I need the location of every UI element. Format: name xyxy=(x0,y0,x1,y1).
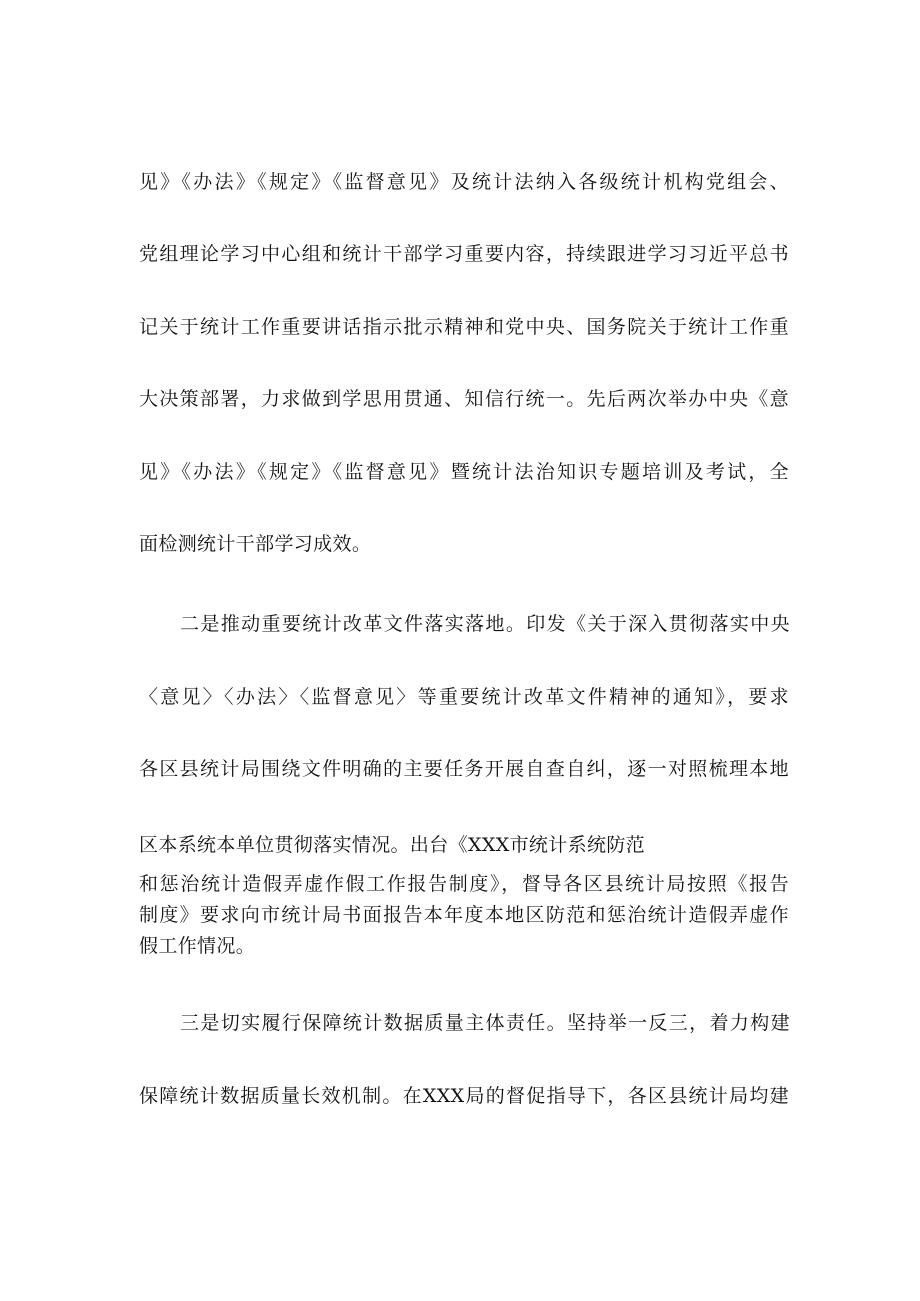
text-line-5: 见》《办法》《规定》《监督意见》暨统计法治知识专题培训及考试，全 xyxy=(139,461,789,483)
text-line-12: 制度》要求向市统计局书面报告本年度本地区防范和惩治统计造假弄虚作 xyxy=(139,904,789,926)
text-line-2: 党组理论学习中心组和统计干部学习重要内容，持续跟进学习习近平总书 xyxy=(139,243,789,265)
text-line-10: 区本系统本单位贯彻落实情况。出台《XXX市统计系统防范 xyxy=(139,834,646,856)
text-line-4: 大决策部署，力求做到学思用贯通、知信行统一。先后两次举办中央《意 xyxy=(139,388,789,410)
text-line-1: 见》《办法》《规定》《监督意见》及统计法纳入各级统计机构党组会、 xyxy=(139,171,789,193)
text-line-8: 〈意见〉〈办法〉〈监督意见〉等重要统计改革文件精神的通知》，要求 xyxy=(139,686,789,708)
paragraph-2-first-line: 二是推动重要统计改革文件落实落地。印发《关于深入贯彻落实中央 xyxy=(180,613,790,635)
text-line-15: 保障统计数据质量长效机制。在XXX局的督促指导下，各区县统计局均建 xyxy=(139,1085,789,1107)
text-line-13: 假工作情况。 xyxy=(139,935,256,957)
text-line-3: 记关于统计工作重要讲话指示批示精神和党中央、国务院关于统计工作重 xyxy=(139,316,789,338)
text-line-9: 各区县统计局围绕文件明确的主要任务开展自查自纠，逐一对照梳理本地 xyxy=(139,758,789,780)
paragraph-3-first-line: 三是切实履行保障统计数据质量主体责任。坚持举一反三，着力构建 xyxy=(180,1012,790,1034)
text-line-11: 和惩治统计造假弄虚作假工作报告制度》，督导各区县统计局按照《报告 xyxy=(139,873,789,895)
text-line-6: 面检测统计干部学习成效。 xyxy=(139,533,372,555)
